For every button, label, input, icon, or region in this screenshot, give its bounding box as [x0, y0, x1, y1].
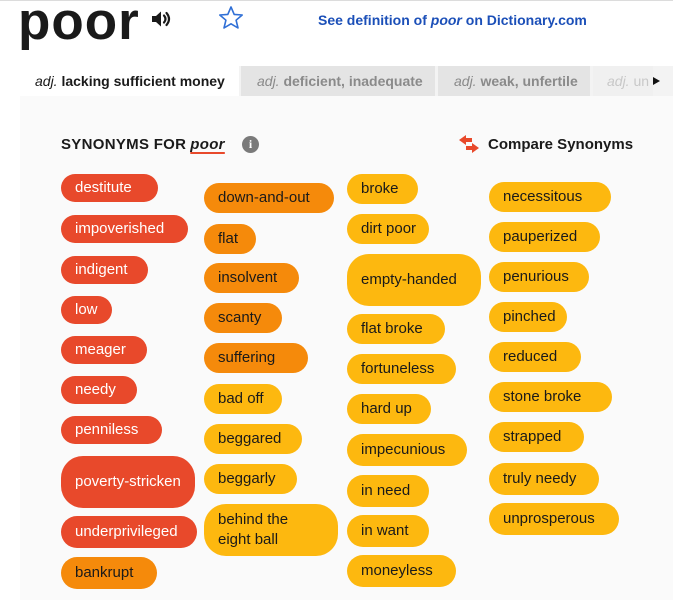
- tab-label: weak, unfertile: [480, 73, 578, 89]
- star-outline-icon[interactable]: [218, 5, 244, 31]
- synonym-pill[interactable]: behind the eight ball: [204, 504, 338, 556]
- tab-weak-unfertile[interactable]: [438, 66, 590, 96]
- synonym-pill[interactable]: unprosperous: [489, 503, 619, 535]
- synonym-pill[interactable]: hard up: [347, 394, 431, 424]
- synonym-pill[interactable]: beggarly: [204, 464, 297, 494]
- synonym-pill[interactable]: suffering: [204, 343, 308, 373]
- tab-truncated[interactable]: [593, 66, 653, 96]
- synonym-pill[interactable]: poverty-stricken: [61, 456, 195, 508]
- synonym-pill[interactable]: indigent: [61, 256, 148, 284]
- synonym-pill[interactable]: pauperized: [489, 222, 600, 252]
- synonym-pill[interactable]: penniless: [61, 416, 162, 444]
- synonym-pill[interactable]: fortuneless: [347, 354, 456, 384]
- see-definition-word: poor: [430, 12, 462, 28]
- synonym-pill[interactable]: scanty: [204, 303, 282, 333]
- synonym-pill[interactable]: pinched: [489, 302, 567, 332]
- synonym-pill[interactable]: reduced: [489, 342, 581, 372]
- synonym-pill[interactable]: strapped: [489, 422, 584, 452]
- headword-title: poor: [18, 0, 140, 51]
- synonym-pill[interactable]: penurious: [489, 262, 589, 292]
- synonym-pill[interactable]: bankrupt: [61, 557, 157, 589]
- synonym-pill[interactable]: impecunious: [347, 434, 467, 466]
- synonym-pill[interactable]: flat broke: [347, 314, 445, 344]
- tab-deficient-inadequate[interactable]: [241, 66, 435, 96]
- see-definition-suffix: on Dictionary.com: [461, 12, 587, 28]
- synonym-pill[interactable]: impoverished: [61, 215, 188, 243]
- synonym-pill[interactable]: moneyless: [347, 555, 456, 587]
- tabs-scroll-right-icon[interactable]: [653, 77, 660, 85]
- info-icon[interactable]: i: [242, 136, 259, 153]
- synonym-pill[interactable]: beggared: [204, 424, 302, 454]
- synonym-pill[interactable]: bad off: [204, 384, 282, 414]
- synonym-pill[interactable]: needy: [61, 376, 137, 404]
- synonym-pill[interactable]: meager: [61, 336, 147, 364]
- tab-pos: adj.: [35, 73, 58, 89]
- compare-arrows-icon[interactable]: [457, 133, 481, 155]
- synonyms-heading-label: SYNONYMS FOR: [61, 136, 187, 153]
- compare-synonyms-link[interactable]: Compare Synonyms: [488, 136, 634, 153]
- synonym-pill[interactable]: down-and-out: [204, 183, 334, 213]
- synonyms-headword: poor: [190, 136, 225, 153]
- tab-pos: adj.: [257, 73, 280, 89]
- tab-pos: adj.: [607, 73, 630, 89]
- synonym-pill[interactable]: low: [61, 296, 112, 324]
- synonyms-heading: [61, 136, 225, 153]
- synonym-pill[interactable]: underprivileged: [61, 516, 197, 548]
- synonym-pill[interactable]: in want: [347, 515, 429, 547]
- tab-label: deficient, inadequate: [283, 73, 423, 89]
- tab-label: un: [633, 73, 650, 89]
- synonym-pill[interactable]: insolvent: [204, 263, 299, 293]
- speaker-icon[interactable]: [149, 7, 173, 31]
- synonym-pill[interactable]: empty-handed: [347, 254, 481, 306]
- synonym-pill[interactable]: truly needy: [489, 463, 599, 495]
- synonym-pill[interactable]: stone broke: [489, 382, 612, 412]
- synonym-pill[interactable]: necessitous: [489, 182, 611, 212]
- see-definition-link[interactable]: [318, 12, 587, 28]
- tab-label: lacking sufficient money: [61, 73, 225, 89]
- tab-lacking-sufficient-money[interactable]: [20, 66, 239, 96]
- see-definition-prefix: See definition of: [318, 12, 431, 28]
- synonym-pill[interactable]: flat: [204, 224, 256, 254]
- tab-pos: adj.: [454, 73, 477, 89]
- synonym-pill[interactable]: in need: [347, 475, 429, 507]
- synonym-pill[interactable]: destitute: [61, 174, 158, 202]
- synonym-pill[interactable]: broke: [347, 174, 418, 204]
- synonym-pill[interactable]: dirt poor: [347, 214, 429, 244]
